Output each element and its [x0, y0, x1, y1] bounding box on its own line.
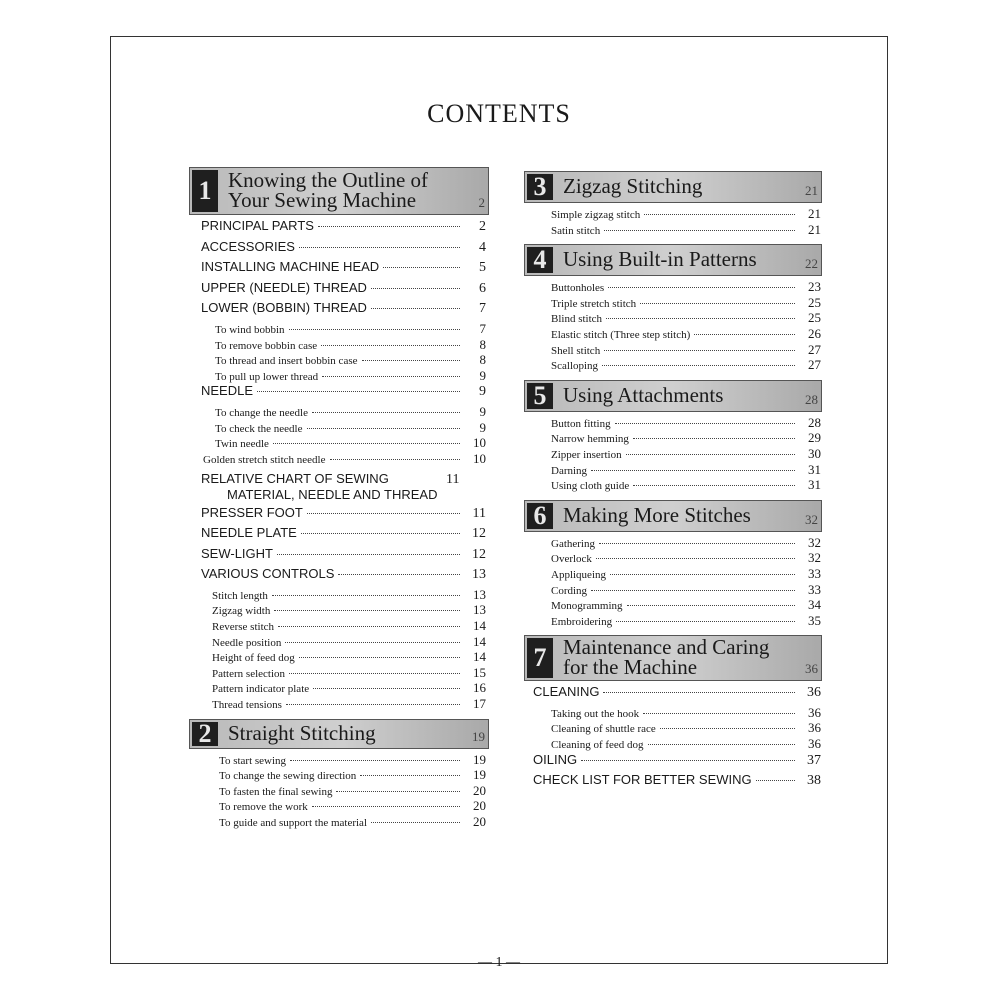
section-number: 1	[192, 170, 218, 212]
toc-entry: NEEDLE PLATE 12	[201, 525, 486, 542]
toc-subentry: Zigzag width 13	[212, 602, 486, 618]
toc-subentry: To change the needle 9	[215, 403, 486, 419]
section-page: 32	[805, 511, 818, 527]
toc-subentry: Blind stitch 25	[551, 310, 821, 326]
section-title: Using Built-in Patterns	[563, 247, 757, 272]
toc-subentry: To thread and insert bobbin case 8	[215, 352, 486, 368]
toc-subentry: Golden stretch stitch needle 10	[203, 450, 486, 466]
section-banner-7	[524, 635, 822, 681]
section-number: 6	[527, 503, 553, 529]
section-banner-3	[524, 171, 822, 203]
toc-entry: UPPER (NEEDLE) THREAD 6	[201, 279, 486, 296]
toc-subentry: Button fitting 28	[551, 414, 821, 430]
toc-subentry: Reverse stitch 14	[212, 618, 486, 634]
section-title: Zigzag Stitching	[563, 174, 703, 199]
toc-entry: PRESSER FOOT 11	[201, 504, 486, 521]
section-banner-2	[189, 719, 489, 749]
section-number: 7	[527, 638, 553, 678]
toc-entry: CLEANING 36	[533, 684, 821, 701]
toc-subentry: Embroidering 35	[551, 612, 821, 628]
toc-entry: NEEDLE 9	[201, 383, 486, 400]
toc-subentry: Zipper insertion 30	[551, 445, 821, 461]
toc-subentry: Elastic stitch (Three step stitch) 26	[551, 325, 821, 341]
toc-subentry: Cleaning of feed dog 36	[551, 736, 821, 752]
toc-entry: INSTALLING MACHINE HEAD 5	[201, 259, 486, 276]
toc-subentry: Stitch length 13	[212, 586, 486, 602]
toc-subentry: To check the needle 9	[215, 419, 486, 435]
toc-subentry: To guide and support the material 20	[219, 814, 486, 829]
toc-subentry: Scalloping 27	[551, 357, 821, 373]
section-page: 22	[805, 256, 818, 272]
toc-subentry: Pattern indicator plate 16	[212, 680, 486, 696]
section-title: Knowing the Outline of Your Sewing Machine	[228, 168, 429, 212]
toc-subentry: Pattern selection 15	[212, 664, 486, 680]
toc-subentry: Triple stretch stitch 25	[551, 294, 821, 310]
toc-subentry: Twin needle 10	[215, 435, 486, 451]
toc-subentry: Buttonholes 23	[551, 279, 821, 295]
toc-subentry: To start sewing 19	[219, 751, 486, 767]
section-page: 19	[472, 728, 485, 744]
section-title: Making More Stitches	[563, 502, 751, 527]
toc-subentry: Shell stitch 27	[551, 341, 821, 357]
left-column	[189, 167, 489, 831]
toc-entry: CHECK LIST FOR BETTER SEWING 38	[533, 772, 821, 789]
toc-entry: ACCESSORIES 4	[201, 238, 486, 255]
toc-entry: VARIOUS CONTROLS 13	[201, 566, 486, 583]
toc-subentry: Height of feed dog 14	[212, 649, 486, 665]
toc-subentry: Darning 31	[551, 461, 821, 477]
toc-subentry: Simple zigzag stitch 21	[551, 206, 821, 221]
section-number: 3	[527, 174, 553, 200]
toc-entry: OILING 37	[533, 751, 821, 768]
page-title: CONTENTS	[427, 99, 571, 128]
toc-subentry: Appliqueing 33	[551, 565, 821, 581]
section-page: 36	[805, 661, 818, 677]
section-banner-1	[189, 167, 489, 215]
toc-entry: RELATIVE CHART OF SEWING MATERIAL, NEEDLE AND THREAD 11	[201, 471, 460, 502]
section-number: 5	[527, 383, 553, 409]
section-banner-6	[524, 500, 822, 532]
toc-subentry: Gathering 32	[551, 534, 821, 550]
section-page: 2	[478, 195, 485, 210]
toc-subentry: Cleaning of shuttle race 36	[551, 720, 821, 736]
toc-subentry: Cording 33	[551, 581, 821, 597]
toc-subentry: To fasten the final sewing 20	[219, 782, 486, 798]
toc-subentry: Narrow hemming 29	[551, 430, 821, 446]
toc-subentry: To remove the work 20	[219, 798, 486, 814]
section-banner-4	[524, 244, 822, 276]
toc-entry: SEW-LIGHT 12	[201, 545, 486, 562]
toc-subentry: Overlock 32	[551, 550, 821, 566]
page-number-footer: — 1 —	[478, 955, 520, 970]
section-number: 2	[192, 722, 218, 746]
toc-entry: PRINCIPAL PARTS 2	[201, 218, 486, 234]
toc-subentry: To pull up lower thread 9	[215, 367, 486, 383]
section-number: 4	[527, 247, 553, 273]
section-title: Straight Stitching	[228, 720, 376, 745]
toc-entry: LOWER (BOBBIN) THREAD 7	[201, 300, 486, 317]
section-page: 28	[805, 391, 818, 407]
toc-subentry: To change the sewing direction 19	[219, 767, 486, 783]
toc-subentry: Thread tensions 17	[212, 696, 486, 712]
toc-subentry: Needle position 14	[212, 633, 486, 649]
toc-subentry: Taking out the hook 36	[551, 704, 821, 720]
toc-subentry: Satin stitch 21	[551, 221, 821, 237]
section-page: 21	[805, 183, 818, 198]
section-title: Maintenance and Caring for the Machine	[563, 635, 770, 680]
toc-subentry: To remove bobbin case 8	[215, 336, 486, 352]
toc-subentry: Using cloth guide 31	[551, 477, 821, 493]
toc-subentry: Monogramming 34	[551, 597, 821, 613]
section-title: Using Attachments	[563, 382, 724, 407]
right-column	[524, 171, 822, 794]
section-banner-5	[524, 380, 822, 412]
toc-subentry: To wind bobbin 7	[215, 320, 486, 336]
document-page	[110, 36, 888, 970]
